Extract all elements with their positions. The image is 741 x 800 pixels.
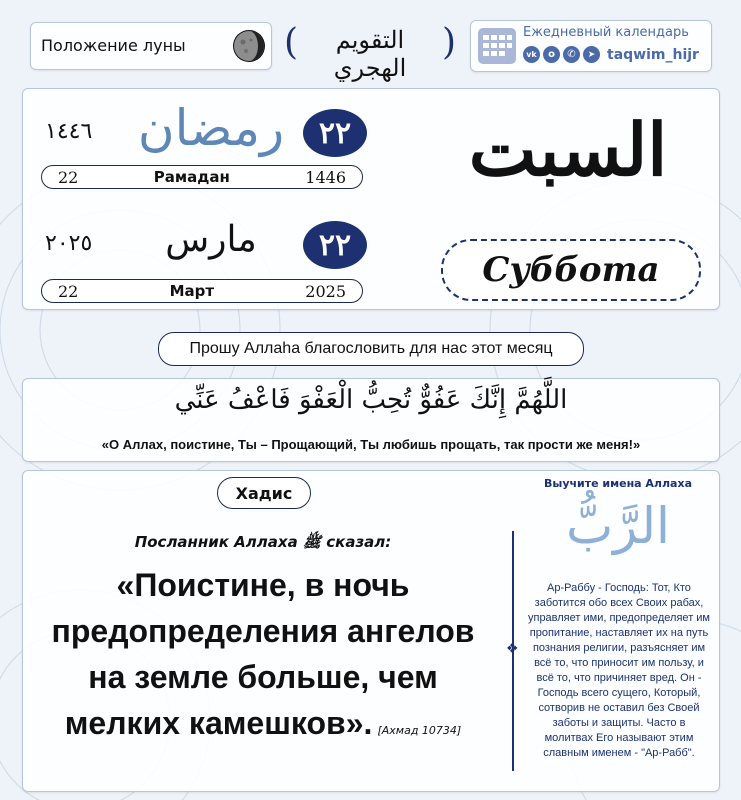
dua-title-pill (158, 332, 584, 366)
hadith-text (33, 565, 493, 751)
daily-calendar-card[interactable] (470, 20, 712, 72)
vk-icon[interactable]: vk (523, 46, 540, 63)
date-card (22, 88, 720, 310)
moon-icon (231, 28, 267, 64)
hadith-source: [Ахмад 10734] (377, 724, 462, 737)
names-divider-ornament: ❖ (506, 641, 519, 657)
gregorian-date-pill (41, 279, 363, 303)
telegram-icon[interactable]: ➤ (583, 46, 600, 63)
weekday-pill (441, 239, 701, 301)
channel-handle[interactable]: taqwim_hijr (607, 47, 699, 63)
whatsapp-icon[interactable]: ✆ (563, 46, 580, 63)
dua-arabic: اللَّهُمَّ إِنَّكَ عَفُوٌّ تُحِبُّ الْعَفْوَ فَاعْفُ عَنِّي (174, 385, 568, 415)
hadith-quote: «Поистине, в ночь предопределения ангелов на земле больше, чем мелких камешков». (51, 567, 475, 741)
hijri-title-arabic: التقويم الهجري (333, 26, 407, 82)
hadith-label: Хадис (235, 483, 293, 503)
hadith-card (22, 470, 720, 792)
social-icons (523, 46, 600, 63)
hadith-label-pill (217, 477, 311, 509)
logo-bracket-left: ( (284, 22, 299, 63)
dua-translation: «О Аллах, поистине, Ты – Прощающий, Ты любишь прощать, так прости же меня!» (101, 437, 641, 452)
hijri-date-pill (41, 165, 363, 189)
hijri-year-arabic: ١٤٤٦ (45, 119, 93, 144)
logo-bracket-right: ) (441, 22, 456, 63)
gregorian-day-badge (303, 221, 367, 269)
hijri-month-arabic: رمضان (137, 99, 285, 157)
moon-label: Положение луны (41, 36, 186, 55)
name-arabic: الرَّبُّ (566, 497, 670, 555)
calendar-title: Ежедневный календарь (523, 25, 689, 40)
gregorian-day: 22 (58, 281, 79, 301)
gregorian-year: 2025 (305, 281, 346, 301)
hijri-year: 1446 (305, 167, 346, 187)
hijri-calendar-logo (284, 16, 456, 82)
hijri-day-badge (303, 109, 367, 157)
gregorian-month: Март (169, 282, 215, 300)
odnoklassniki-icon[interactable]: o (543, 46, 560, 63)
dua-card (22, 378, 720, 462)
weekday-arabic: السبت (468, 107, 668, 192)
moon-position-card[interactable] (30, 22, 272, 70)
hadith-intro: Посланник Аллаха ﷺ сказал: (134, 533, 392, 551)
calendar-grid-icon (477, 27, 517, 65)
hijri-day: 22 (58, 167, 79, 187)
gregorian-year-arabic: ٢٠٢٥ (45, 231, 93, 256)
gregorian-month-arabic: مارس (165, 219, 257, 260)
weekday-russian: Суббота (482, 250, 660, 290)
dua-title: Прошу Аллаhа благословить для нас этот месяц (189, 340, 553, 357)
hijri-month: Рамадан (153, 168, 230, 186)
names-title: Выучите имена Аллаха (543, 477, 692, 490)
hijri-day-arabic: ٢٢ (318, 115, 352, 151)
name-description: Ар-Раббу - Господь: Тот, Кто заботится обо всех Своих рабах, управляет ими, предопределяет им пропитание, наставляет их на путь познания религии, разъясняет им всё то, что приносит им пользу, и всё то, что причиняет вред. Он - Господь всего сущего, Который, сотворив не оставил без Своей заботы и защиты. Часто в молитвах Его называют этим славным именем - "Ар-Рабб". (527, 582, 710, 759)
gregorian-day-arabic: ٢٢ (318, 227, 352, 263)
